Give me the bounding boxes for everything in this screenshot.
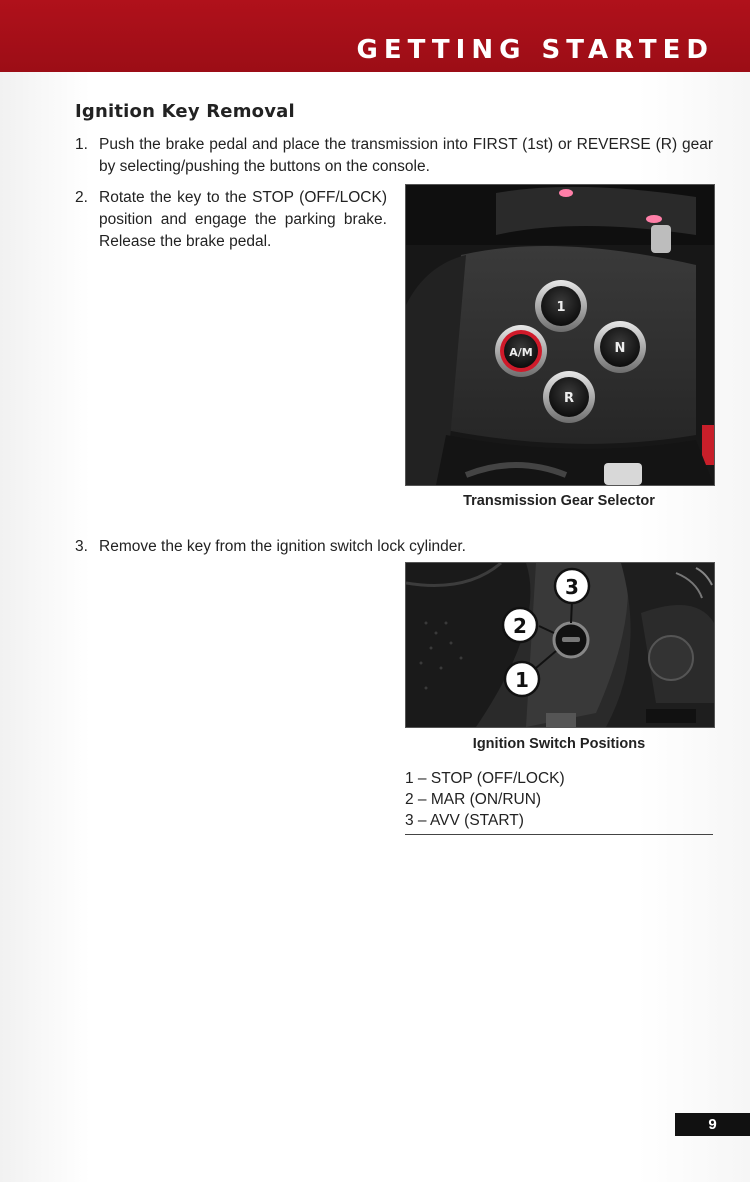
step-2 <box>75 187 387 257</box>
legend-item: 1 – STOP (OFF/LOCK) <box>405 770 565 787</box>
callout-label: 3 <box>565 575 579 599</box>
indicator-light <box>646 215 662 223</box>
step-text: Push the brake pedal and place the transmission into FIRST (1st) or REVERSE (R) gear by selecting/pushing the buttons on the console. <box>99 136 713 175</box>
gear-label: R <box>563 391 575 406</box>
step-number: 2. <box>75 189 88 206</box>
gear-selector-illustration <box>406 185 714 485</box>
step-number: 1. <box>75 136 88 153</box>
legend-item: 2 – MAR (ON/RUN) <box>405 791 542 808</box>
step-text: Remove the key from the ignition switch lock cylinder. <box>99 538 466 555</box>
gear-button-r <box>543 371 595 423</box>
callout-label: 2 <box>513 614 527 638</box>
step-1 <box>75 134 713 180</box>
callout-2 <box>503 608 537 642</box>
figure-caption: Transmission Gear Selector <box>463 493 655 509</box>
figure-caption: Ignition Switch Positions <box>472 736 646 752</box>
transmission-gear-selector-photo <box>405 184 715 486</box>
step-number: 3. <box>75 538 88 555</box>
gear-button-1 <box>535 280 587 332</box>
ignition-switch-illustration <box>406 563 714 727</box>
page-number: 9 <box>675 1113 750 1136</box>
step-text: Rotate the key to the STOP (OFF/LOCK) position and engage the parking brake. Release the brake pedal. <box>99 189 387 250</box>
section-heading: Ignition Key Removal <box>75 101 295 122</box>
header-band <box>0 0 750 72</box>
gear-label: N <box>614 341 626 356</box>
gear-button-am <box>495 325 547 377</box>
gear-label: A/M <box>509 346 533 359</box>
gear-button-n <box>594 321 646 373</box>
callout-1 <box>505 662 539 696</box>
indicator-light <box>559 189 573 197</box>
callout-3 <box>555 569 589 603</box>
chapter-title: GETTING STARTED <box>356 35 714 65</box>
legend-item: 3 – AVV (START) <box>405 812 524 829</box>
ignition-positions-legend <box>405 768 713 835</box>
ignition-switch-photo <box>405 562 715 728</box>
step-3 <box>75 536 713 558</box>
callout-label: 1 <box>515 668 529 692</box>
gear-label: 1 <box>556 300 566 315</box>
